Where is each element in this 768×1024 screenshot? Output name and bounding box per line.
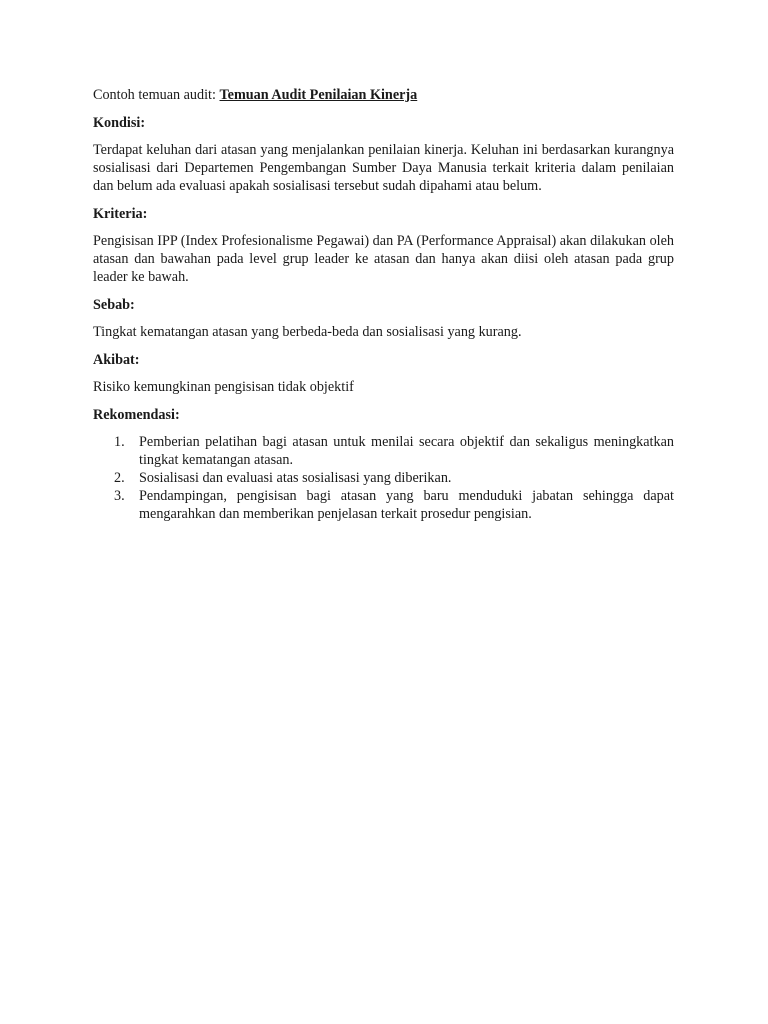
rekomendasi-list <box>93 433 674 523</box>
list-item-number: 3. <box>114 488 125 504</box>
intro-line <box>93 86 674 104</box>
list-item <box>93 487 674 523</box>
akibat-heading: Akibat: <box>93 352 140 368</box>
rekomendasi-heading: Rekomendasi: <box>93 407 180 423</box>
document-page <box>93 86 674 523</box>
list-item-text: Pendampingan, pengisisan bagi atasan yang baru menduduki jabatan sehingga dapat mengarahkan dan memberikan penjelasan terkait prosedur pengisian. <box>139 488 674 522</box>
intro-prefix: Contoh temuan audit: <box>93 87 220 103</box>
kriteria-heading: Kriteria: <box>93 206 148 222</box>
sebab-text: Tingkat kematangan atasan yang berbeda-beda dan sosialisasi yang kurang. <box>93 324 522 340</box>
intro-title: Temuan Audit Penilaian Kinerja <box>219 87 418 103</box>
list-item-text: Pemberian pelatihan bagi atasan untuk menilai secara objektif dan sekaligus meningkatkan tingkat kematangan atasan. <box>139 434 674 468</box>
sebab-heading: Sebab: <box>93 297 135 313</box>
list-item-number: 1. <box>114 434 125 450</box>
kondisi-text: Terdapat keluhan dari atasan yang menjalankan penilaian kinerja. Keluhan ini berdasarkan kurangnya sosialisasi dari Departemen Pengembangan Sumber Daya Manusia terkait kriteria dalam penilaian dan belum ada evaluasi apakah sosialisasi tersebut sudah dipahami atau belum. <box>93 142 674 194</box>
kriteria-text: Pengisisan IPP (Index Profesionalisme Pegawai) dan PA (Performance Appraisal) akan dilakukan oleh atasan dan bawahan pada level grup leader ke atasan dan hanya akan diisi oleh atasan pada grup leader ke bawah. <box>93 233 674 285</box>
list-item-number: 2. <box>114 470 125 486</box>
list-item-text: Sosialisasi dan evaluasi atas sosialisasi yang diberikan. <box>139 470 452 486</box>
list-item <box>93 433 674 469</box>
list-item <box>93 469 674 487</box>
kondisi-heading: Kondisi: <box>93 115 146 131</box>
akibat-text: Risiko kemungkinan pengisisan tidak objektif <box>93 379 354 395</box>
